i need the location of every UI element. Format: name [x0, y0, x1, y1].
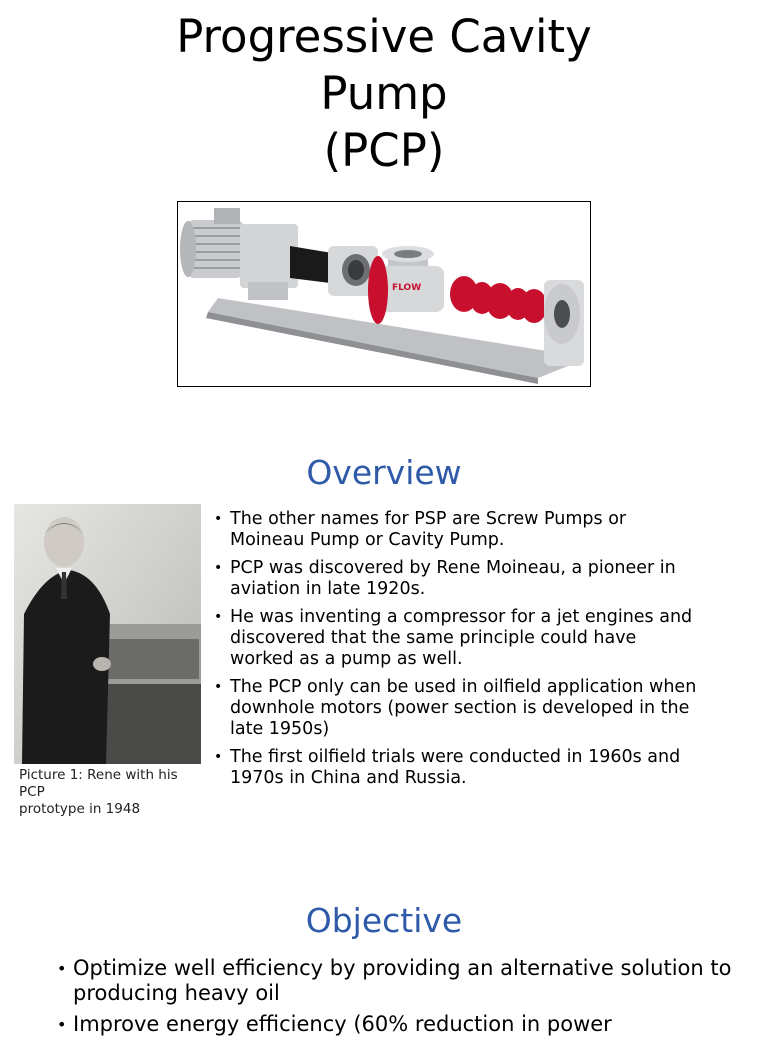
bullet-icon: • [214, 560, 223, 576]
list-item-text: PCP was discovered by Rene Moineau, a pioneer in aviation in late 1920s. [230, 558, 676, 599]
list-item-text: Improve energy efficiency (60% reduction in power [73, 1012, 612, 1036]
list-item-text: The other names for PSP are Screw Pumps or Moineau Pump or Cavity Pump. [230, 509, 627, 550]
overview-heading: Overview [306, 453, 462, 492]
overview-list [214, 509, 704, 796]
caption-line-3: prototype in 1948 [19, 801, 141, 817]
bullet-icon: • [57, 1015, 67, 1034]
title-line-1: Progressive Cavity [176, 10, 592, 63]
title-line-2: Pump [320, 67, 448, 120]
bullet-icon: • [214, 679, 223, 695]
photo-caption [19, 767, 209, 818]
list-item [214, 677, 704, 740]
list-item [57, 1012, 757, 1037]
caption-line-1: Picture 1: Rene with his [19, 767, 178, 783]
list-item-text: He was inventing a compressor for a jet engines and discovered that the same principle could have worked as a pump as well. [230, 607, 693, 669]
list-item [57, 956, 757, 1006]
title-line-3: (PCP) [323, 124, 445, 177]
list-item-text: The PCP only can be used in oilfield application when downhole motors (power section is developed in the late 1950s) [230, 677, 697, 739]
list-item [214, 607, 704, 670]
list-item [214, 558, 704, 600]
bullet-icon: • [214, 511, 223, 527]
bullet-icon: • [214, 609, 223, 625]
caption-line-2: PCP [19, 784, 45, 800]
rene-photo [14, 504, 201, 764]
list-item-text: Optimize well efficiency by providing an alternative solution to producing heavy oil [73, 956, 732, 1005]
bullet-icon: • [214, 749, 223, 765]
rene-photo-illustration [14, 504, 201, 764]
list-item-text: The first oilfield trials were conducted in 1960s and 1970s in China and Russia. [230, 747, 681, 788]
pump-illustration [178, 202, 590, 386]
page-title [0, 8, 768, 179]
brand-text: FLOW [392, 283, 422, 293]
list-item [214, 747, 704, 789]
pump-image [177, 201, 591, 387]
bullet-icon: • [57, 959, 67, 978]
objective-heading: Objective [305, 901, 463, 940]
objective-list [57, 956, 757, 1043]
list-item [214, 509, 704, 551]
